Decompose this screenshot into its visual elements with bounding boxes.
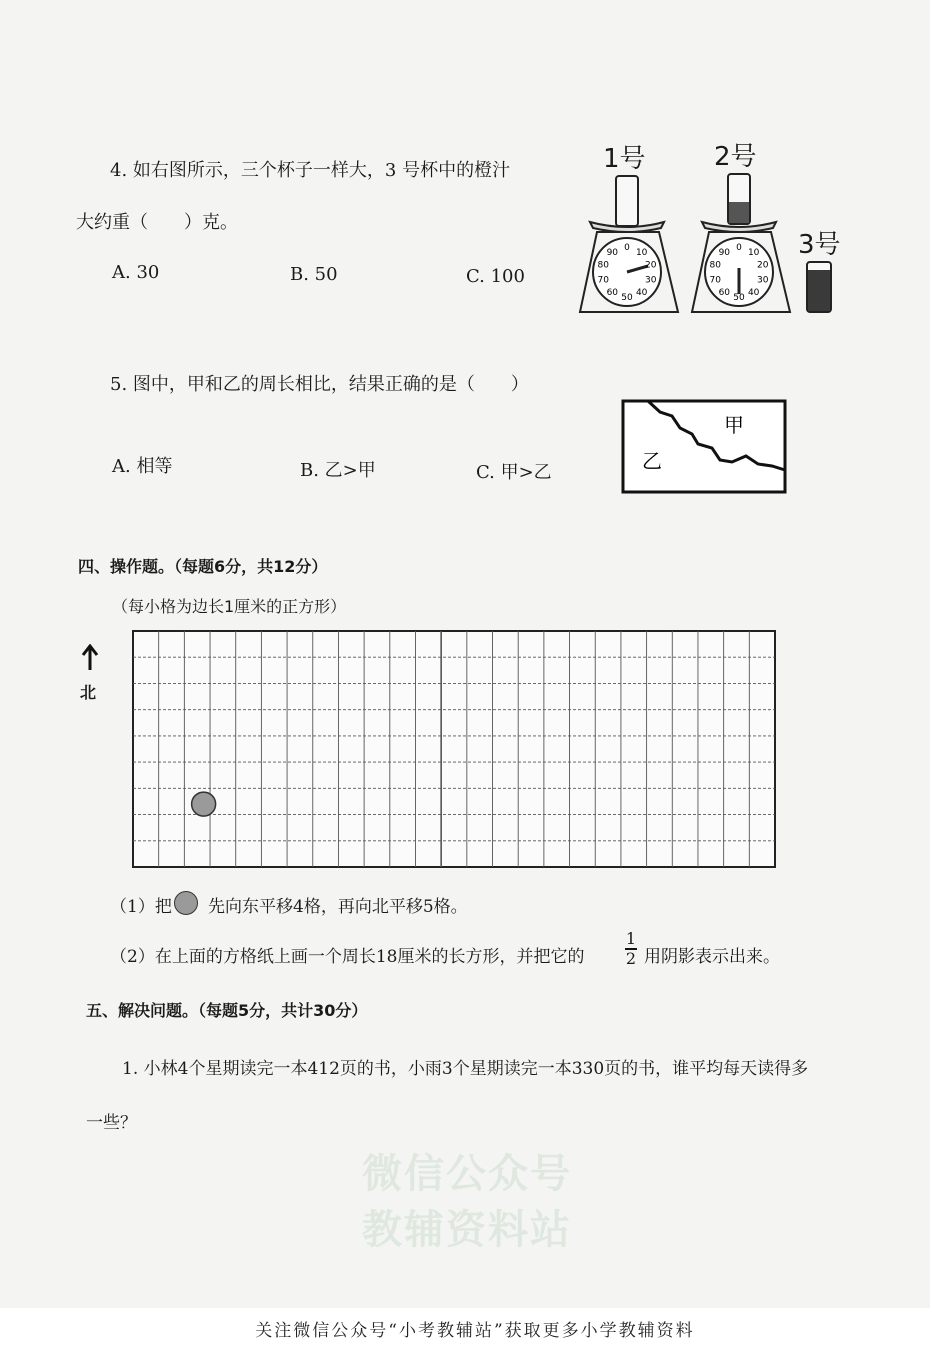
region-yi: 乙 xyxy=(642,449,662,473)
dial-number: 10 xyxy=(747,247,760,258)
task1-suffix: 先向东平移4格，再向北平移5格。 xyxy=(208,897,468,917)
gray-circle-icon xyxy=(174,891,198,915)
dial-number: 40 xyxy=(747,288,760,299)
dial-number: 40 xyxy=(635,288,648,299)
north-arrow xyxy=(80,644,100,672)
dial-number: 20 xyxy=(645,260,657,271)
one-half-fraction xyxy=(625,930,637,968)
q4-line1: 4. 如右图所示，三个杯子一样大，3 号杯中的橙汁 xyxy=(110,160,511,181)
perimeter-figure xyxy=(620,398,790,496)
q5-option-b: B. 乙>甲 xyxy=(300,460,376,481)
gray-circle-marker xyxy=(192,792,216,816)
task1-prefix: （1）把 xyxy=(110,897,172,917)
scale1-label: 1号 xyxy=(603,144,646,174)
north-label: 北 xyxy=(80,683,97,702)
dial-number: 30 xyxy=(757,275,769,286)
dial-number: 60 xyxy=(606,288,619,299)
dial-number: 50 xyxy=(621,293,633,303)
fraction-numerator: 1 xyxy=(625,929,637,948)
dial-number: 90 xyxy=(718,247,731,258)
section5-q1-line1: 1. 小林4个星期读完一本412页的书，小雨3个星期读完一本330页的书，谁平均每天读得多 xyxy=(122,1059,809,1079)
footer-promo: 关注微信公众号“小考教辅站”获取更多小学教辅资料 xyxy=(255,1321,695,1341)
q5-line1: 5. 图中，甲和乙的周长相比，结果正确的是（ ） xyxy=(110,374,529,395)
grid-paper xyxy=(130,628,778,870)
dial-number: 10 xyxy=(635,247,648,258)
q4-option-a: A. 30 xyxy=(112,262,160,283)
dial-number: 80 xyxy=(709,260,721,271)
watermark-line1: 微信公众号 xyxy=(362,1151,572,1197)
q4-option-c: C. 100 xyxy=(466,266,525,287)
section4-heading: 四、操作题。（每题6分，共12分） xyxy=(78,557,328,576)
dial-number: 90 xyxy=(606,247,619,258)
region-jia: 甲 xyxy=(724,413,744,437)
scale2-label: 2号 xyxy=(714,142,757,172)
task2-prefix: （2）在上面的方格纸上画一个周长18厘米的长方形，并把它的 xyxy=(110,947,585,967)
section5-q1-line2: 一些？ xyxy=(86,1113,137,1133)
fraction-denominator: 2 xyxy=(625,948,637,968)
dial-number: 50 xyxy=(733,293,745,303)
dial-number: 60 xyxy=(718,288,731,299)
cup3-label: 3号 xyxy=(798,230,841,260)
watermark-line2: 教辅资料站 xyxy=(362,1207,572,1253)
dial-number: 0 xyxy=(736,243,742,253)
section5-heading: 五、解决问题。（每题5分，共计30分） xyxy=(86,1001,368,1020)
q5-option-a: A. 相等 xyxy=(112,456,173,477)
q4-option-b: B. 50 xyxy=(290,264,338,285)
scales-illustration xyxy=(575,170,865,320)
dial-number: 80 xyxy=(597,260,609,271)
dial-number: 20 xyxy=(757,260,769,271)
cup3 xyxy=(807,262,831,312)
dial-number: 30 xyxy=(645,275,657,286)
dial-number: 70 xyxy=(709,275,721,286)
q4-line2: 大约重（ ）克。 xyxy=(76,212,238,233)
q5-option-c: C. 甲>乙 xyxy=(476,462,552,483)
task2-suffix: 用阴影表示出来。 xyxy=(644,947,780,967)
grid-border xyxy=(133,631,775,867)
dial-number: 70 xyxy=(597,275,609,286)
dial-number: 0 xyxy=(624,243,630,253)
section4-note: （每小格为边长1厘米的正方形） xyxy=(112,597,347,616)
